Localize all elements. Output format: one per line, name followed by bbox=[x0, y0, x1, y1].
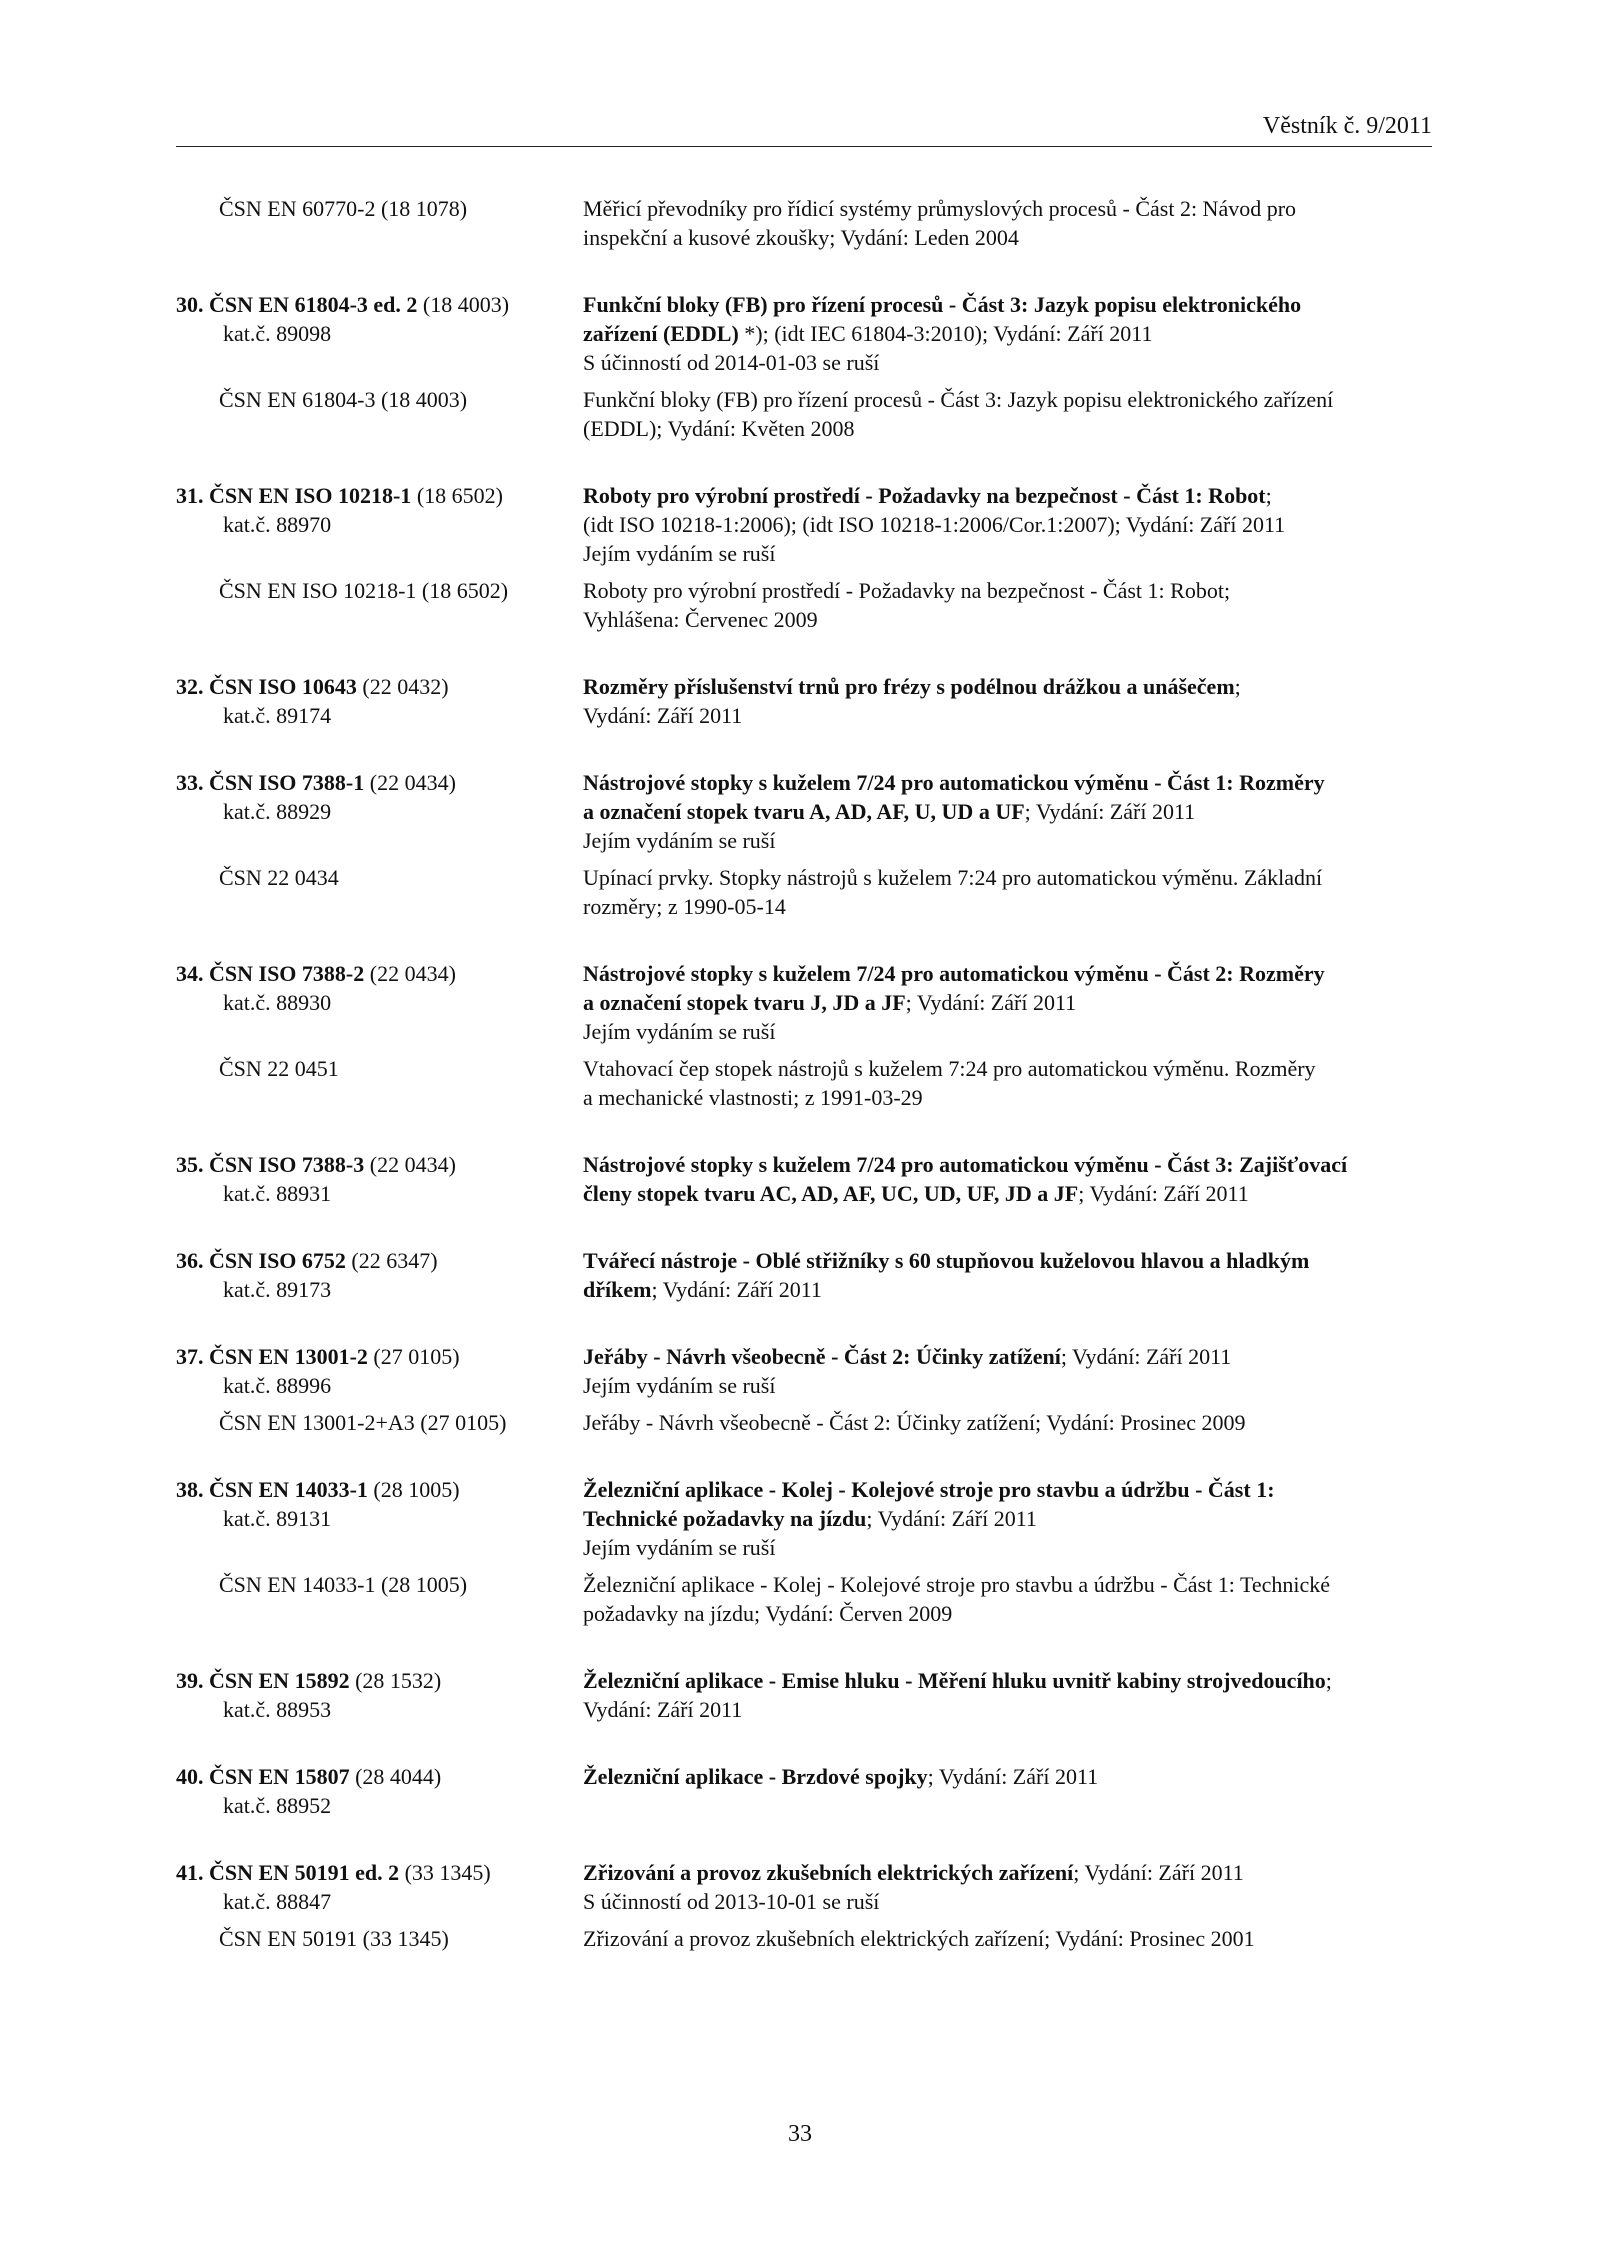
description-line bbox=[583, 481, 1466, 510]
entry-main-row bbox=[176, 1150, 1466, 1208]
standard-details: ; bbox=[1265, 483, 1272, 508]
entry-main-row bbox=[176, 194, 1466, 252]
standard-details: ; bbox=[1325, 1668, 1332, 1693]
catalog-number: kat.č. 88970 bbox=[223, 512, 332, 537]
entry-number: 40. bbox=[176, 1764, 204, 1789]
standard-title: Funkční bloky (FB) pro řízení procesů - Část 3: Jazyk popisu elektronického bbox=[583, 292, 1302, 317]
entry-number: 37. bbox=[176, 1344, 204, 1369]
standard-title: Železniční aplikace - Kolej - Kolejové stroje pro stavbu a údržbu - Část 1: bbox=[583, 1477, 1275, 1502]
entry-main-row bbox=[176, 1762, 1466, 1820]
entry-number: 35. bbox=[176, 1152, 204, 1177]
standard-details: ; Vydání: Září 2011 bbox=[866, 1506, 1037, 1531]
standard-designation bbox=[176, 576, 583, 634]
entry-main-row bbox=[176, 290, 1466, 377]
entry-number: 39. bbox=[176, 1668, 204, 1693]
standard-details: Jejím vydáním se ruší bbox=[583, 828, 776, 853]
standard-designation bbox=[176, 863, 583, 921]
description-line bbox=[583, 1371, 1466, 1400]
description-line: Vyhlášena: Červenec 2009 bbox=[583, 607, 818, 632]
entry-main-row bbox=[176, 672, 1466, 730]
description-line: Jeřáby - Návrh všeobecně - Část 2: Účinky zatížení; Vydání: Prosinec 2009 bbox=[583, 1410, 1246, 1435]
standard-entry bbox=[176, 194, 1466, 252]
standard-title: Jeřáby - Návrh všeobecně - Část 2: Účinky zatížení bbox=[583, 1344, 1061, 1369]
standard-designation bbox=[176, 1762, 583, 1820]
standard-description bbox=[583, 576, 1466, 634]
standard-description bbox=[583, 1858, 1466, 1916]
standard-title: Nástrojové stopky s kuželem 7/24 pro automatickou výměnu - Část 3: Zajišťovací bbox=[583, 1152, 1348, 1177]
classification-code: (22 6347) bbox=[351, 1248, 438, 1273]
classification-code: (28 1532) bbox=[355, 1668, 442, 1693]
standard-details: ; Vydání: Září 2011 bbox=[1078, 1181, 1249, 1206]
standard-code-line bbox=[176, 1762, 583, 1791]
standard-entry bbox=[176, 481, 1466, 634]
standard-code: ČSN ISO 7388-2 bbox=[209, 961, 365, 986]
standard-code: ČSN EN ISO 10218-1 bbox=[209, 483, 412, 508]
standard-designation bbox=[176, 768, 583, 855]
standard-description bbox=[583, 1570, 1466, 1628]
standard-entry bbox=[176, 1475, 1466, 1628]
standard-designation bbox=[176, 1408, 583, 1437]
standard-code: ČSN ISO 10643 bbox=[209, 674, 357, 699]
standard-title: dříkem bbox=[583, 1277, 652, 1302]
journal-title: Věstník č. 9/2011 bbox=[1262, 113, 1432, 139]
standard-code: ČSN EN 61804-3 ed. 2 bbox=[209, 292, 418, 317]
standard-code: ČSN ISO 7388-3 bbox=[209, 1152, 365, 1177]
description-line bbox=[583, 1858, 1466, 1887]
standard-title: členy stopek tvaru AC, AD, AF, UC, UD, UF, JD a JF bbox=[583, 1181, 1079, 1206]
classification-code: (22 0432) bbox=[362, 674, 449, 699]
page-number: 33 bbox=[788, 2121, 812, 2147]
entry-number: 38. bbox=[176, 1477, 204, 1502]
standard-code-line bbox=[176, 1666, 583, 1695]
standard-description bbox=[583, 1342, 1466, 1400]
standard-designation bbox=[176, 1666, 583, 1724]
standard-details: Vydání: Září 2011 bbox=[583, 1697, 743, 1722]
standard-description bbox=[583, 1246, 1466, 1304]
standard-code-line bbox=[176, 290, 583, 319]
standard-details: ; Vydání: Září 2011 bbox=[1073, 1860, 1244, 1885]
standard-title: a označení stopek tvaru A, AD, AF, U, UD a UF bbox=[583, 799, 1025, 824]
standard-code: ČSN EN 15807 bbox=[209, 1764, 350, 1789]
entry-replaced-row bbox=[176, 1408, 1466, 1437]
standard-entry bbox=[176, 1762, 1466, 1820]
standard-entry bbox=[176, 1246, 1466, 1304]
standard-designation bbox=[176, 1475, 583, 1562]
standard-code-line bbox=[176, 768, 583, 797]
standard-code-line bbox=[176, 1858, 583, 1887]
description-line bbox=[583, 319, 1466, 348]
standard-details: Vydání: Září 2011 bbox=[583, 703, 743, 728]
standard-designation bbox=[176, 1054, 583, 1112]
standard-description bbox=[583, 768, 1466, 855]
standard-title: Nástrojové stopky s kuželem 7/24 pro automatickou výměnu - Část 1: Rozměry bbox=[583, 770, 1325, 795]
standard-description bbox=[583, 1924, 1466, 1953]
description-line bbox=[583, 510, 1466, 539]
standard-code: ČSN EN 13001-2 bbox=[209, 1344, 368, 1369]
description-line bbox=[583, 1504, 1466, 1533]
replaced-standard-ref: ČSN 22 0451 bbox=[219, 1056, 339, 1081]
standard-description bbox=[583, 863, 1466, 921]
standard-designation bbox=[176, 1858, 583, 1916]
replaced-standard-ref: ČSN EN ISO 10218-1 (18 6502) bbox=[219, 578, 509, 603]
description-line bbox=[583, 1150, 1466, 1179]
description-line bbox=[583, 1475, 1466, 1504]
standard-code: ČSN EN 15892 bbox=[209, 1668, 350, 1693]
standard-designation bbox=[176, 1570, 583, 1628]
standard-description bbox=[583, 672, 1466, 730]
standard-description bbox=[583, 481, 1466, 568]
standard-details: S účinností od 2014-01-03 se ruší bbox=[583, 350, 880, 375]
description-line bbox=[583, 672, 1466, 701]
standard-title: Železniční aplikace - Emise hluku - Měření hluku uvnitř kabiny strojvedoucího bbox=[583, 1668, 1326, 1693]
description-line: Funkční bloky (FB) pro řízení procesů - Část 3: Jazyk popisu elektronického zařízení bbox=[583, 387, 1334, 412]
standard-code-line bbox=[176, 1475, 583, 1504]
description-line: (EDDL); Vydání: Květen 2008 bbox=[583, 416, 855, 441]
entry-replaced-row bbox=[176, 1924, 1466, 1953]
entry-main-row bbox=[176, 481, 1466, 568]
description-line: Zřizování a provoz zkušebních elektrických zařízení; Vydání: Prosinec 2001 bbox=[583, 1926, 1255, 1951]
replaced-standard-ref: ČSN 22 0434 bbox=[219, 865, 339, 890]
standard-details: S účinností od 2013-10-01 se ruší bbox=[583, 1889, 880, 1914]
classification-code: (28 4044) bbox=[355, 1764, 442, 1789]
standard-details: ; bbox=[1234, 674, 1241, 699]
description-line bbox=[583, 539, 1466, 568]
catalog-number: kat.č. 89131 bbox=[223, 1506, 332, 1531]
entry-number: 41. bbox=[176, 1860, 204, 1885]
standard-title: Roboty pro výrobní prostředí - Požadavky na bezpečnost - Část 1: Robot bbox=[583, 483, 1266, 508]
standard-details: (idt ISO 10218-1:2006); (idt ISO 10218-1:2006/Cor.1:2007); Vydání: Září 2011 bbox=[583, 512, 1286, 537]
standard-designation bbox=[176, 481, 583, 568]
standard-title: Zřizování a provoz zkušebních elektrických zařízení bbox=[583, 1860, 1074, 1885]
standard-code-line bbox=[176, 672, 583, 701]
entry-number: 34. bbox=[176, 961, 204, 986]
entry-main-row bbox=[176, 959, 1466, 1046]
standard-designation bbox=[176, 1246, 583, 1304]
page-header bbox=[176, 110, 1432, 147]
entry-number: 32. bbox=[176, 674, 204, 699]
standard-description bbox=[583, 385, 1466, 443]
standard-details: *); (idt IEC 61804-3:2010); Vydání: Září 2011 bbox=[738, 321, 1153, 346]
standard-details: ; Vydání: Září 2011 bbox=[1024, 799, 1196, 824]
standard-description bbox=[583, 1666, 1466, 1724]
standard-title: zařízení (EDDL) bbox=[583, 321, 739, 346]
classification-code: (27 0105) bbox=[373, 1344, 460, 1369]
standard-description bbox=[583, 1408, 1466, 1437]
entry-number: 31. bbox=[176, 483, 204, 508]
standard-code-line bbox=[176, 1342, 583, 1371]
standards-list bbox=[176, 194, 1466, 1991]
standard-entry bbox=[176, 1342, 1466, 1437]
standard-title: Technické požadavky na jízdu bbox=[583, 1506, 867, 1531]
catalog-number: kat.č. 88931 bbox=[223, 1181, 332, 1206]
entry-number: 30. bbox=[176, 292, 204, 317]
entry-main-row bbox=[176, 1342, 1466, 1400]
catalog-number: kat.č. 88952 bbox=[223, 1793, 332, 1818]
standard-designation bbox=[176, 1150, 583, 1208]
description-line: Železniční aplikace - Kolej - Kolejové stroje pro stavbu a údržbu - Část 1: Technické bbox=[583, 1572, 1331, 1597]
entry-main-row bbox=[176, 768, 1466, 855]
catalog-number: kat.č. 89098 bbox=[223, 321, 332, 346]
description-line bbox=[583, 348, 1466, 377]
standard-entry bbox=[176, 959, 1466, 1112]
standard-code-line bbox=[176, 1150, 583, 1179]
entry-main-row bbox=[176, 1475, 1466, 1562]
description-line bbox=[583, 988, 1466, 1017]
entry-replaced-row bbox=[176, 1054, 1466, 1112]
description-line bbox=[583, 959, 1466, 988]
standard-entry bbox=[176, 768, 1466, 921]
description-line: Upínací prvky. Stopky nástrojů s kuželem 7:24 pro automatickou výměnu. Základní bbox=[583, 865, 1323, 890]
standard-title: Rozměry příslušenství trnů pro frézy s podélnou drážkou a unášečem bbox=[583, 674, 1235, 699]
entry-main-row bbox=[176, 1666, 1466, 1724]
description-line: požadavky na jízdu; Vydání: Červen 2009 bbox=[583, 1601, 953, 1626]
catalog-number: kat.č. 88996 bbox=[223, 1373, 332, 1398]
standard-title: a označení stopek tvaru J, JD a JF bbox=[583, 990, 906, 1015]
replaced-standard-ref: ČSN EN 14033-1 (28 1005) bbox=[219, 1572, 468, 1597]
standard-code-line bbox=[176, 481, 583, 510]
standard-code: ČSN ISO 7388-1 bbox=[209, 770, 365, 795]
description-line bbox=[583, 768, 1466, 797]
standard-details: Jejím vydáním se ruší bbox=[583, 1535, 776, 1560]
catalog-number: kat.č. 88930 bbox=[223, 990, 332, 1015]
catalog-number: kat.č. 88953 bbox=[223, 1697, 332, 1722]
standard-description bbox=[583, 290, 1466, 377]
standard-description bbox=[583, 959, 1466, 1046]
description-line bbox=[583, 1887, 1466, 1916]
standard-designation bbox=[176, 1924, 583, 1953]
entry-replaced-row bbox=[176, 576, 1466, 634]
standard-entry bbox=[176, 1666, 1466, 1724]
description-line: Roboty pro výrobní prostředí - Požadavky na bezpečnost - Část 1: Robot; bbox=[583, 578, 1231, 603]
standard-details: ; Vydání: Září 2011 bbox=[1060, 1344, 1232, 1369]
standard-designation bbox=[176, 385, 583, 443]
description-line bbox=[583, 701, 1466, 730]
entry-number: 36. bbox=[176, 1248, 204, 1273]
entry-number: 33. bbox=[176, 770, 204, 795]
standard-details: Jejím vydáním se ruší bbox=[583, 1019, 776, 1044]
description-line bbox=[583, 1275, 1466, 1304]
classification-code: (22 0434) bbox=[369, 961, 456, 986]
description-line bbox=[583, 1762, 1466, 1791]
standard-entry bbox=[176, 1858, 1466, 1953]
standard-code-line bbox=[176, 1246, 583, 1275]
description-line: inspekční a kusové zkoušky; Vydání: Leden 2004 bbox=[583, 225, 1019, 250]
classification-code: (33 1345) bbox=[404, 1860, 491, 1885]
standard-entry bbox=[176, 290, 1466, 443]
standard-entry bbox=[176, 1150, 1466, 1208]
standard-description bbox=[583, 1475, 1466, 1562]
description-line: Vtahovací čep stopek nástrojů s kuželem 7:24 pro automatickou výměnu. Rozměry bbox=[583, 1056, 1316, 1081]
description-line: a mechanické vlastnosti; z 1991-03-29 bbox=[583, 1085, 923, 1110]
standard-designation bbox=[176, 194, 583, 252]
entry-main-row bbox=[176, 1246, 1466, 1304]
description-line: rozměry; z 1990-05-14 bbox=[583, 894, 786, 919]
standard-designation bbox=[176, 290, 583, 377]
standard-title: Železniční aplikace - Brzdové spojky bbox=[583, 1764, 928, 1789]
standard-details: Jejím vydáním se ruší bbox=[583, 1373, 776, 1398]
description-line bbox=[583, 1017, 1466, 1046]
classification-code: (22 0434) bbox=[369, 770, 456, 795]
replaced-standard-ref: ČSN EN 13001-2+A3 (27 0105) bbox=[219, 1410, 507, 1435]
standard-entry bbox=[176, 672, 1466, 730]
catalog-number: kat.č. 88847 bbox=[223, 1889, 332, 1914]
standard-designation bbox=[176, 1342, 583, 1400]
standard-title: Tvářecí nástroje - Oblé střižníky s 60 stupňovou kuželovou hlavou a hladkým bbox=[583, 1248, 1310, 1273]
entry-replaced-row bbox=[176, 863, 1466, 921]
replaced-standard-ref: ČSN EN 50191 (33 1345) bbox=[219, 1926, 449, 1951]
entry-replaced-row bbox=[176, 1570, 1466, 1628]
classification-code: (28 1005) bbox=[373, 1477, 460, 1502]
replaced-standard-ref: ČSN EN 60770-2 (18 1078) bbox=[219, 196, 468, 221]
entry-main-row bbox=[176, 1858, 1466, 1916]
standard-designation bbox=[176, 959, 583, 1046]
standard-details: Jejím vydáním se ruší bbox=[583, 541, 776, 566]
standard-title: Nástrojové stopky s kuželem 7/24 pro automatickou výměnu - Část 2: Rozměry bbox=[583, 961, 1325, 986]
description-line bbox=[583, 1342, 1466, 1371]
classification-code: (22 0434) bbox=[369, 1152, 456, 1177]
entry-replaced-row bbox=[176, 385, 1466, 443]
description-line bbox=[583, 1179, 1466, 1208]
description-line bbox=[583, 1533, 1466, 1562]
standard-description bbox=[583, 1150, 1466, 1208]
standard-designation bbox=[176, 672, 583, 730]
standard-code: ČSN EN 50191 ed. 2 bbox=[209, 1860, 400, 1885]
catalog-number: kat.č. 89174 bbox=[223, 703, 332, 728]
standard-code-line bbox=[176, 959, 583, 988]
standard-description bbox=[583, 194, 1466, 252]
catalog-number: kat.č. 89173 bbox=[223, 1277, 332, 1302]
description-line bbox=[583, 797, 1466, 826]
description-line: Měřicí převodníky pro řídicí systémy průmyslových procesů - Část 2: Návod pro bbox=[583, 196, 1297, 221]
classification-code: (18 4003) bbox=[422, 292, 510, 317]
catalog-number: kat.č. 88929 bbox=[223, 799, 332, 824]
classification-code: (18 6502) bbox=[416, 483, 503, 508]
standard-description bbox=[583, 1762, 1466, 1820]
description-line bbox=[583, 1695, 1466, 1724]
description-line bbox=[583, 1246, 1466, 1275]
standard-description bbox=[583, 1054, 1466, 1112]
replaced-standard-ref: ČSN EN 61804-3 (18 4003) bbox=[219, 387, 468, 412]
description-line bbox=[583, 826, 1466, 855]
description-line bbox=[583, 290, 1466, 319]
standard-details: ; Vydání: Září 2011 bbox=[651, 1277, 822, 1302]
standard-code: ČSN EN 14033-1 bbox=[209, 1477, 368, 1502]
description-line bbox=[583, 1666, 1466, 1695]
standard-details: ; Vydání: Září 2011 bbox=[927, 1764, 1099, 1789]
standard-code: ČSN ISO 6752 bbox=[209, 1248, 346, 1273]
standard-details: ; Vydání: Září 2011 bbox=[905, 990, 1077, 1015]
